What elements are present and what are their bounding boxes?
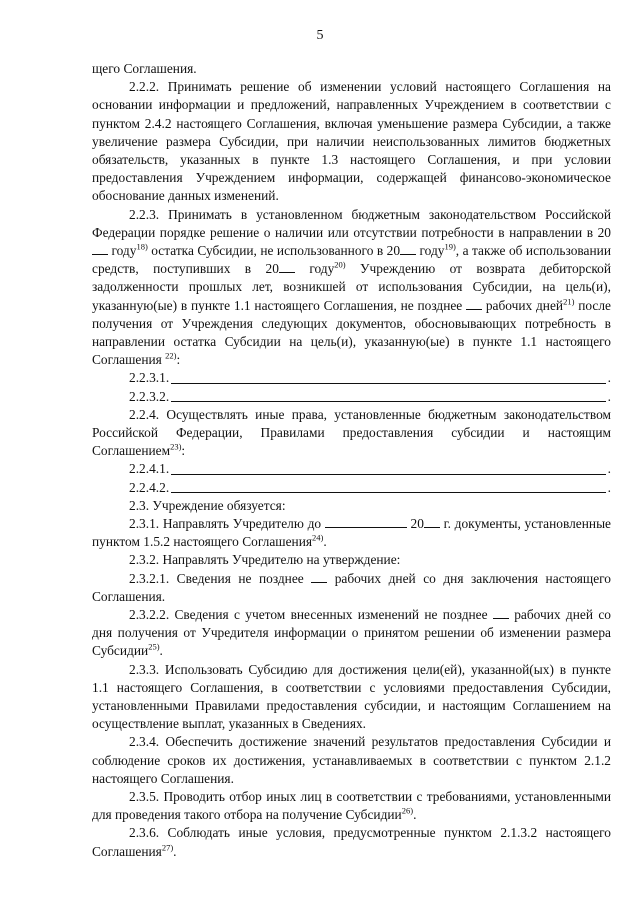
paragraph-2-3-3: 2.3.3. Использовать Субсидию для достижения цели(ей), указанной(ых) в пункте 1.1 настоящего Соглашения, в соответствии с условиями предоставления Субсидии, установленными Правилами предоставления субсидии, и настоящим Соглашением на осуществление выплат, указанных в Сведениях. — [92, 661, 611, 732]
fill-line-2-2-3-1: 2.2.3.1. . — [129, 370, 611, 386]
blank-line — [171, 492, 605, 493]
blank-days — [311, 570, 327, 583]
blank-days — [493, 606, 509, 619]
fill-line-2-2-4-2: 2.2.4.2. . — [129, 479, 611, 495]
footnote-ref: 23) — [170, 441, 182, 452]
footnote-ref: 27) — [161, 842, 174, 853]
footnote-ref: 19) — [444, 241, 456, 252]
paragraph-continuation: щего Соглашения. — [92, 61, 197, 76]
paragraph-2-3: 2.3. Учреждение обязуется: — [129, 497, 286, 513]
blank-line — [171, 401, 605, 402]
paragraph-2-2-2: 2.2.2. Принимать решение об изменении условий настоящего Соглашения на основании информации и предложений, направленных Учреждением в соответствии с пунктом 2.4.2 настоящего Соглашения, включая уменьшение размера Субсидии, а также увеличение размера Субсидии, при наличии неиспользованных лимитов бюджетных обязательств, указанных в пункте 1.3 настоящего Соглашения, и при условии предоставления Учреждением информации, содержащей финансово-экономическое обоснование данных изменений. — [92, 79, 611, 204]
document-body — [92, 60, 611, 861]
paragraph-2-2-4: 2.2.4. Осуществлять иные права, установленные бюджетным законодательством Российской Федерации, Правилами предоставления субсидии и настоящим Соглашением$^{23)}$: — [92, 406, 611, 459]
fill-line-2-2-4-1: 2.2.4.1. . — [129, 461, 611, 477]
blank-date — [325, 515, 407, 528]
blank-days — [466, 297, 482, 310]
fill-line-2-2-3-2: 2.2.3.2. . — [129, 388, 611, 404]
footnote-ref: 26) — [401, 805, 414, 816]
blank-line — [171, 383, 605, 384]
blank-year — [279, 260, 295, 273]
footnote-ref: 22) — [165, 350, 177, 361]
paragraph-2-3-2-1: 2.3.2.1. Сведения не позднее рабочих дней со дня заключения настоящего Соглашения. — [92, 570, 611, 604]
blank-year — [400, 242, 416, 255]
footnote-ref: 25) — [148, 641, 160, 652]
paragraph-2-3-6: 2.3.6. Соблюдать иные условия, предусмотренные пунктом 2.1.3.2 настоящего Соглашения$^{27)}$. — [92, 825, 611, 859]
footnote-ref: 24) — [312, 532, 324, 543]
paragraph-2-3-4: 2.3.4. Обеспечить достижение значений результатов предоставления Субсидии и соблюдение сроков их достижения, устанавливаемых в соответствии с пунктом 2.1.2 настоящего Соглашения. — [92, 734, 611, 786]
page-number: 5 — [316, 28, 324, 43]
blank-year — [424, 515, 440, 528]
footnote-ref: 18) — [136, 241, 148, 252]
blank-line — [171, 474, 605, 475]
paragraph-2-3-2-2: 2.3.2.2. Сведения с учетом внесенных изменений не позднее рабочих дней со дня получения от Учредителя информации о принятом решении об изменении размера Субсидии$^{25)}$. — [92, 607, 611, 659]
footnote-ref: 20) — [334, 259, 346, 270]
paragraph-2-3-1: 2.3.1. Направлять Учредителю до 20 г. документы, установленные пунктом 1.5.2 настоящего Соглашения$^{24)}$. — [92, 516, 612, 550]
paragraph-2-3-5: 2.3.5. Проводить отбор иных лиц в соответствии с требованиями, установленными для проведения такого отбора на получение Субсидии$^{26)}$. — [92, 789, 611, 823]
blank-year — [92, 242, 108, 255]
paragraph-2-3-2: 2.3.2. Направлять Учредителю на утверждение: — [129, 552, 401, 568]
footnote-ref: 21) — [563, 296, 575, 307]
paragraph-2-2-3: 2.2.3. Принимать в установленном бюджетным законодательством Российской Федерации порядке решение о наличии или отсутствии потребности в направлении в 20 году$^{18)}$ остатка Субсидии, не использованного в 20 году$^{19)}$, а также об использовании средств, поступивших в 20 году$^{20)}$ Учреждению от возврата дебиторской задолженности прошлых лет, возникшей от использования Субсидии, на цель(и), указанную(ые) в пункте 1.1 настоящего Соглашения, не позднее рабочих дней$^{21)}$ после получения от Учреждения следующих документов, обосновывающих потребность в направлении остатка Субсидии на цель(и), указанную(ые) в пункте 1.1 настоящего Соглашения $^{22)}$: — [92, 206, 612, 368]
